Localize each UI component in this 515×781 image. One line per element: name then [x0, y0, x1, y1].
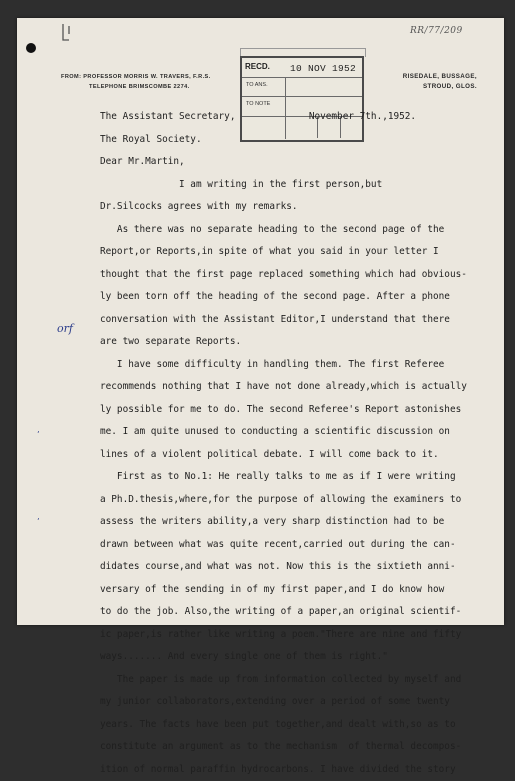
margin-tick-icon: ʼ: [37, 430, 40, 439]
stamp-to-ans-label: TO ANS.: [246, 82, 268, 88]
letter-line: As there was no separate heading to the second page of the: [100, 219, 505, 242]
letter-line: ic paper,is rather like writing a poem."There are nine and fifty: [100, 624, 505, 647]
stamp-divider: [242, 77, 362, 78]
letter-line: my junior collaborators,extending over a period of some twenty: [100, 691, 505, 714]
stamp-recd-label: RECD.: [245, 62, 270, 71]
letter-line: years. The facts have been put together,and dealt with,so as to: [100, 714, 505, 737]
letterhead-from: FROM: PROFESSOR MORRIS W. TRAVERS, F.R.S.: [61, 72, 211, 82]
letter-line: First as to No.1: He really talks to me as if I were writing: [100, 466, 505, 489]
letter-line: assess the writers ability,a very sharp distinction had to be: [100, 511, 505, 534]
letter-line: versary of the sending in of my first paper,and I do know how: [100, 579, 505, 602]
letter-line: ly been torn off the heading of the second page. After a phone: [100, 286, 505, 309]
letter-line: I am writing in the first person,but: [100, 174, 505, 197]
address-line-2: STROUD, GLOS.: [357, 82, 477, 92]
stamp-divider: [242, 96, 362, 97]
letter-line: me. I am quite unused to conducting a scientific discussion on: [100, 421, 505, 444]
letter-line: conversation with the Assistant Editor,I understand that there: [100, 309, 505, 332]
letter-line: drawn between what was quite recent,carried out during the can-: [100, 534, 505, 557]
letter-line: ways....... And every single one of them is right.": [100, 646, 505, 669]
letter-line: to do the job. Also,the writing of a paper,an original scientif-: [100, 601, 505, 624]
letter-line: lines of a violent political debate. I will come back to it.: [100, 444, 505, 467]
letterhead-telephone: TELEPHONE BRIMSCOMBE 2274.: [61, 82, 211, 92]
letter-line: I have some difficulty in handling them. The first Referee: [100, 354, 505, 377]
letter-line: didates course,and what was not. Now this is the sixtieth anni-: [100, 556, 505, 579]
letter-line: recommends nothing that I have not done already,which is actually: [100, 376, 505, 399]
letter-line: The Assistant Secretary, November 7th.,1952.: [100, 106, 505, 129]
letter-line: Report,or Reports,in spite of what you said in your letter I: [100, 241, 505, 264]
letter-line: The paper is made up from information collected by myself and: [100, 669, 505, 692]
stamp-date: 10 NOV 1952: [290, 63, 356, 74]
letter-page: [17, 18, 504, 625]
letter-line: ly possible for me to do. The second Referee's Report astonishes: [100, 399, 505, 422]
corner-clip-icon: [59, 22, 79, 44]
archive-reference: RR/77/209: [410, 26, 463, 36]
letter-line: thought that the first page replaced something which had obvious-: [100, 264, 505, 287]
letterhead-sender: [61, 72, 211, 92]
punch-hole: [26, 43, 36, 53]
letter-line: Dr.Silcocks agrees with my remarks.: [100, 196, 505, 219]
letter-line: constitute an argument as to the mechanism of thermal decompos-: [100, 736, 505, 759]
letterhead-address: [357, 72, 477, 92]
letter-line: The Royal Society.: [100, 129, 505, 152]
letter-line: ition of normal paraffin hydrocarbons. I have divided the story: [100, 759, 505, 781]
stamp-to-note-label: TO NOTE: [246, 101, 270, 107]
letter-line: are two separate Reports.: [100, 331, 505, 354]
margin-tick-icon: ʼ: [37, 517, 40, 526]
letter-line: a Ph.D.thesis,where,for the purpose of allowing the examiners to: [100, 489, 505, 512]
margin-annotation: orf: [57, 322, 73, 335]
letter-line: Dear Mr.Martin,: [100, 151, 505, 174]
letter-body: [100, 106, 505, 781]
address-line-1: RISEDALE, BUSSAGE,: [357, 72, 477, 82]
